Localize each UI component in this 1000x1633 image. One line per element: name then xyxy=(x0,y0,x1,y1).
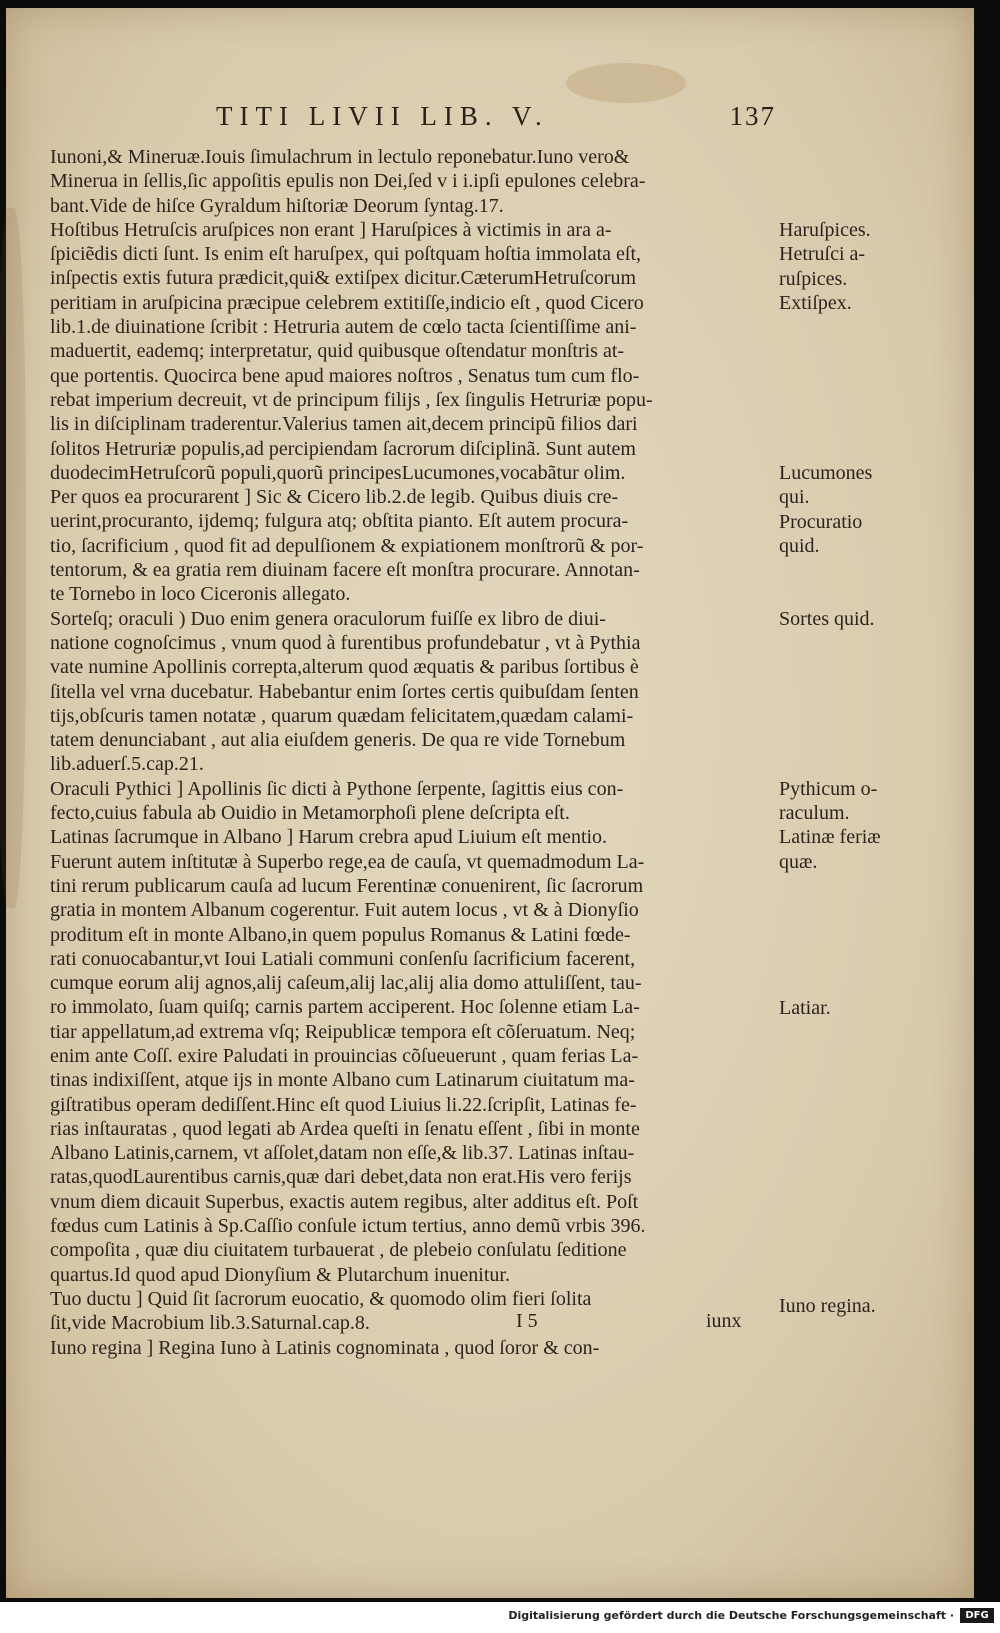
text-line: tini rerum publicarum cauſa ad lucum Ferentinæ conuenirent, ſic ſacrorum xyxy=(50,874,644,897)
text-line: ro immolato, ſuam quiſq; carnis partem acciperent. Hoc ſolenne etiam La- xyxy=(50,996,640,1019)
running-title: TITI LIVII LIB. V. xyxy=(216,101,549,131)
text-line: lib.1.de diuinatione ſcribit : Hetruria autem de cœlo tacta ſcientiſſime ani- xyxy=(50,316,637,339)
text-line: Oraculi Pythici ] Apollinis ſic dicti à Pythone ſerpente, ſagittis eius con- xyxy=(50,777,624,800)
text-line: Tuo ductu ] Quid ſit ſacrorum euocatio, & quomodo olim fieri ſolita xyxy=(50,1287,592,1310)
margin-note: Pythicum o- xyxy=(779,777,878,800)
margin-note: Sortes quid. xyxy=(779,607,875,630)
text-line: ſpiciẽdis dicti ſunt. Is enim eſt haruſpex, qui poſtquam hoſtia immolata eſt, xyxy=(50,243,641,266)
book-page xyxy=(6,8,974,1598)
text-line: tiar appellatum,ad extrema vſq; Reipublicæ tempora eſt cõſeruatum. Neq; xyxy=(50,1020,636,1043)
text-block xyxy=(50,145,780,1360)
funding-notice: Digitalisierung gefördert durch die Deutsche Forschungsgemeinschaft · xyxy=(508,1609,954,1622)
text-line: Minerua in ſellis,ſic appoſitis epulis non Dei,ſed v i i.ipſi epulones celebra- xyxy=(50,170,646,193)
margin-note: Latiar. xyxy=(779,996,831,1019)
text-line: Per quos ea procurarent ] Sic & Cicero lib.2.de legib. Quibus diuis cre- xyxy=(50,486,619,509)
text-line: tatem denunciabant , aut alia eiuſdem generis. De qua re vide Tornebum xyxy=(50,729,626,752)
binding-shadow xyxy=(0,208,26,908)
margin-note: ruſpices. xyxy=(779,267,848,290)
text-line: fecto,cuius fabula ab Ouidio in Metamorphoſi plene deſcripta eſt. xyxy=(50,802,570,825)
text-line: rias inſtauratas , quod legati ab Ardea queſti in ſenatu eſſent , ſibi in monte xyxy=(50,1117,640,1140)
margin-note: qui. xyxy=(779,486,810,509)
text-line: Albano Latinis,carnem, vt aſſolet,datam non eſſe,& lib.37. Latinas inſtau- xyxy=(50,1142,635,1165)
margin-note: Hetruſci a- xyxy=(779,243,866,266)
text-line: Iunoni,& Mineruæ.Iouis ſimulachrum in lectulo reponebatur.Iuno vero& xyxy=(50,146,630,168)
margin-note: Haruſpices. xyxy=(779,218,871,241)
paper-stain xyxy=(566,63,686,103)
text-line: gratia in montem Albanum cogerentur. Fuit autem locus , vt & à Dionyſio xyxy=(50,899,639,922)
signature-mark: I 5 xyxy=(516,1310,538,1332)
text-line: Fuerunt autem inſtitutæ à Superbo rege,ea de cauſa, vt quemadmodum La- xyxy=(50,850,645,873)
margin-note: raculum. xyxy=(779,802,850,825)
text-line: inſpectis extis futura prædicit,qui& extiſpex dicitur.CæterumHetruſcorum xyxy=(50,267,636,290)
text-line: natione cognoſcimus , vnum quod à furentibus profundebatur , vt à Pythia xyxy=(50,631,641,654)
text-line: Iuno regina ] Regina Iuno à Latinis cognominata , quod ſoror & con- xyxy=(50,1336,600,1359)
text-line: quartus.Id quod apud Dionyſium & Plutarchum inuenitur. xyxy=(50,1263,510,1286)
text-line: maduertit, eademq; interpretatur, quid quibusque oſtendatur monſtris at- xyxy=(50,340,625,363)
text-line: tentorum, & ea gratia rem diuinam facere eſt monſtra procurare. Annotan- xyxy=(50,559,640,582)
text-line: duodecimHetruſcorũ populi,quorũ principesLucumones,vocabãtur olim. xyxy=(50,461,626,484)
text-line: bant.Vide de hiſce Gyraldum hiſtoriæ Deorum ſyntag.17. xyxy=(50,194,504,217)
text-line: proditum eſt in monte Albano,in quem populus Romanus & Latini fœde- xyxy=(50,923,631,946)
text-line: fœdus cum Latinis à Sp.Caſſio conſule ictum tertius, anno demũ vrbis 396. xyxy=(50,1215,646,1238)
text-line: compoſita , quæ diu ciuitatem turbauerat , de plebeio conſulatu ſeditione xyxy=(50,1239,627,1262)
margin-note: Latinæ feriæ xyxy=(779,826,881,849)
running-header xyxy=(216,101,776,135)
text-line: te Tornebo in loco Ciceronis allegato. xyxy=(50,583,351,606)
text-line: ratas,quodLaurentibus carnis,quæ dari debet,data non erat.His vero ferijs xyxy=(50,1166,632,1189)
text-line: lib.aduerſ.5.cap.21. xyxy=(50,753,204,776)
text-line: cumque eorum alij agnos,alij caſeum,alij lac,alij alia domo attuliſſent, tau- xyxy=(50,972,642,995)
catchword: iunx xyxy=(706,1310,742,1332)
margin-note: Lucumones xyxy=(779,461,873,484)
text-line: vnum diem dicauit Superbus, exactis autem regibus, alter additus eſt. Poſt xyxy=(50,1190,639,1213)
text-line: Latinas ſacrumque in Albano ] Harum crebra apud Liuium eſt mentio. xyxy=(50,826,608,849)
dfg-logo: DFG xyxy=(960,1608,994,1623)
text-line: ſolitos Hetruriæ populis,ad percipiendam ſacrorum diſciplinã. Sunt autem xyxy=(50,437,636,460)
text-line: enim ante Coſſ. exire Paludati in prouincias cõſueuerunt , quam ferias La- xyxy=(50,1044,639,1067)
digitization-footer xyxy=(0,1602,1000,1633)
text-line: rati conuocabantur,vt Ioui Latiali communi conſenſu ſacrificium facerent, xyxy=(50,947,636,970)
text-line: tio, ſacrificium , quod fit ad depulſionem & expiationem monſtrorũ & por- xyxy=(50,534,644,557)
text-line: tijs,obſcuris tamen notatæ , quarum quædam felicitatem,quædam calami- xyxy=(50,704,634,727)
text-line: rebat imperium decreuit, vt de principum filijs , ſex ſingulis Hetruriæ popu- xyxy=(50,388,653,411)
text-line: ſitella vel vrna ducebatur. Habebantur enim ſortes certis quibuſdam ſenten xyxy=(50,680,639,703)
margin-note: Iuno regina. xyxy=(779,1295,876,1318)
margin-note: Extiſpex. xyxy=(779,291,852,314)
text-line: uerint,procuranto, ijdemq; fulgura atq; obſtita pianto. Eſt autem procura- xyxy=(50,510,629,533)
text-line: Sorteſq; oraculi ) Duo enim genera oraculorum fuiſſe ex libro de diui- xyxy=(50,607,606,630)
page-number: 137 xyxy=(729,101,776,131)
text-line: lis in diſciplinam traderentur.Valerius tamen ait,decem principũ filios dari xyxy=(50,413,638,436)
margin-note: Procuratio xyxy=(779,510,863,533)
text-line: peritiam in aruſpicina præcipue celebrem extitiſſe,indicio eſt , quod Cicero xyxy=(50,291,644,314)
text-line: tinas indixiſſent, atque ijs in monte Albano cum Latinarum ciuitatum ma- xyxy=(50,1069,635,1092)
text-line: giſtratibus operam dediſſent.Hinc eſt quod Liuius li.22.ſcripſit, Latinas fe- xyxy=(50,1093,637,1116)
margin-note: quæ. xyxy=(779,850,818,873)
text-line: ſit,vide Macrobium lib.3.Saturnal.cap.8. xyxy=(50,1312,370,1335)
text-line: Hoſtibus Hetruſcis aruſpices non erant ] Haruſpices à victimis in ara a- xyxy=(50,218,612,241)
margin-note: quid. xyxy=(779,534,820,557)
text-line: vate numine Apollinis correpta,alterum quod æquatis & paribus ſortibus è xyxy=(50,656,639,679)
text-line: que portentis. Quocirca bene apud maiores noſtros , Senatus tum cum flo- xyxy=(50,364,640,387)
